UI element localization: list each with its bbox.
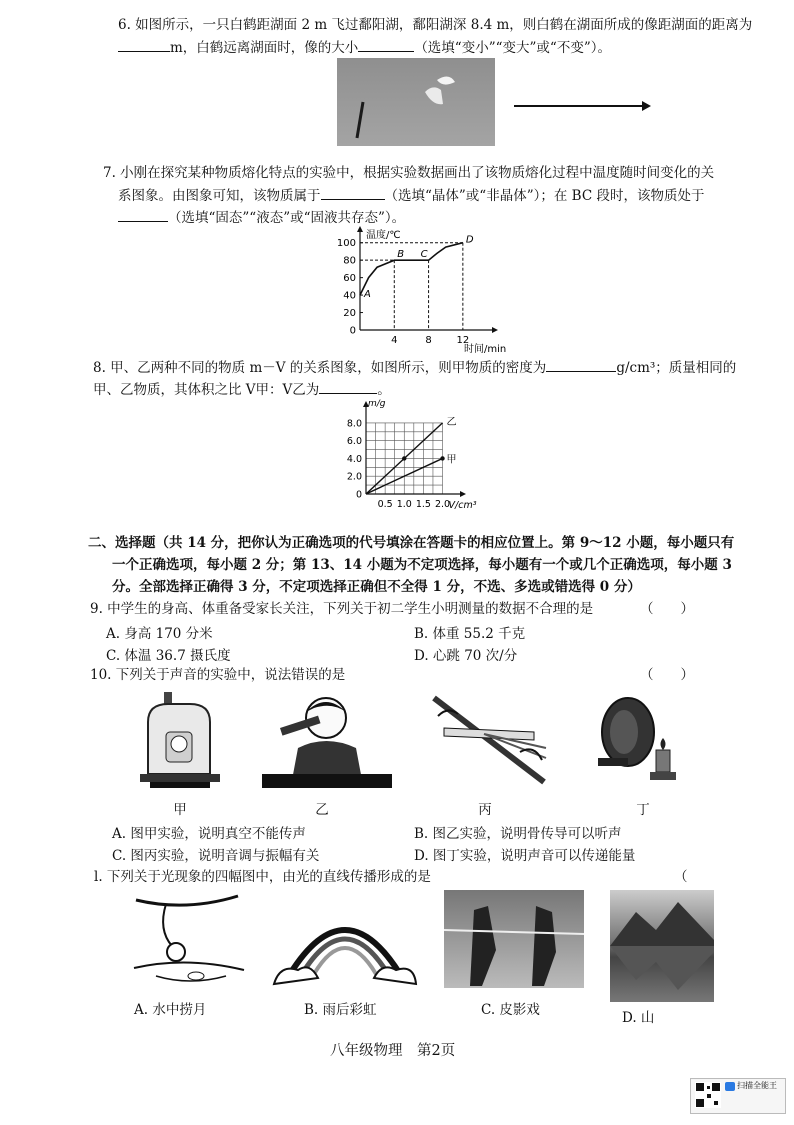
- q8-line1-text: 8. 甲、乙两种不同的物质 m－V 的关系图象，如图所示，则甲物质的密度为: [93, 360, 547, 376]
- q7-blank-1[interactable]: [321, 186, 385, 200]
- y-tick-label: 40: [343, 290, 356, 302]
- q10-figure-label-jia: 甲: [173, 802, 187, 818]
- q8-line1-tail: g/cm³；质量相同的: [616, 360, 737, 376]
- q11-answer-paren[interactable]: （: [674, 869, 688, 885]
- q6-blank-2[interactable]: [358, 38, 414, 52]
- x-tick-label: 12: [456, 335, 470, 346]
- scanner-logo-icon: [725, 1082, 735, 1091]
- q8-line1: [93, 358, 736, 377]
- shadow-play-photo: [444, 890, 584, 988]
- y-tick-label: 8.0: [346, 418, 362, 430]
- x-tick-label: 1.5: [415, 499, 431, 510]
- q7-line1: 7. 小刚在探究某种物质熔化特点的实验中，根据实验数据画出了该物质熔化过程中温度随时间变化的关: [103, 165, 715, 181]
- section2-line3: 分。全部选择正确得 3 分，不定项选择正确但不全得 1 分，不选、多选或错选得 0 分）: [112, 579, 641, 595]
- q9-option-b[interactable]: B. 体重 55.2 千克: [414, 626, 526, 642]
- y-axis-label: 温度/℃: [366, 230, 401, 241]
- q10-figure-label-yi: 乙: [315, 802, 329, 818]
- series-label: 乙: [446, 416, 457, 428]
- q10-answer-paren[interactable]: （ ）: [640, 667, 694, 683]
- y-tick-label: 20: [343, 308, 356, 320]
- q7-line2-text: 系图象。由图象可知，该物质属于: [118, 188, 321, 204]
- q8-line2-tail: 。: [377, 382, 391, 398]
- point-label: D: [465, 234, 474, 246]
- q9-option-d[interactable]: D. 心跳 70 次/分: [414, 648, 518, 664]
- x-axis-label: V/cm³: [448, 500, 477, 511]
- q6-line2: [118, 38, 611, 57]
- point-label: A: [364, 289, 371, 301]
- section2-line2: 一个正确选项，每小题 2 分；第 13、14 小题为不定项选择，每小题有一个或几个正确选项，每小题 3: [112, 557, 732, 573]
- q10-figure-label-bing: 丙: [478, 802, 492, 818]
- crane-photo-art: [337, 58, 495, 146]
- shadow-play-photo-art: [444, 890, 584, 988]
- point-label: B: [397, 249, 405, 261]
- y-axis-arrow: [357, 226, 363, 232]
- q11-option-c[interactable]: C. 皮影戏: [481, 1002, 540, 1018]
- q6-blank-1[interactable]: [118, 38, 170, 52]
- y-tick-label: 2.0: [346, 471, 362, 483]
- y-tick-label: 0: [349, 325, 356, 337]
- x-axis-arrow: [460, 491, 466, 497]
- monkeys-moon-figure: [126, 890, 250, 990]
- q10-option-a[interactable]: A. 图甲实验，说明真空不能传声: [112, 826, 306, 842]
- mass-volume-chart: [340, 398, 500, 526]
- series-label: 甲: [446, 454, 457, 466]
- point-label: C: [420, 249, 428, 261]
- y-tick-label: 80: [343, 255, 356, 267]
- q10-option-b[interactable]: B. 图乙实验，说明骨传导可以听声: [414, 826, 622, 842]
- flight-direction-arrow: [512, 98, 652, 114]
- q11-option-a[interactable]: A. 水中捞月: [134, 1002, 207, 1018]
- bone-conduction-figure: [262, 688, 392, 792]
- y-tick-label: 100: [336, 238, 356, 250]
- melting-chart: [330, 226, 520, 354]
- q9-answer-paren[interactable]: （ ）: [640, 601, 694, 617]
- qr-code-icon: [695, 1082, 721, 1108]
- x-tick-label: 2.0: [434, 499, 451, 510]
- x-tick-label: 0.5: [377, 499, 393, 510]
- q8-blank-2[interactable]: [319, 380, 377, 394]
- speaker-candle-figure: [590, 688, 700, 792]
- q6-line2-tail: （选填“变小”“变大”或“不变”）。: [414, 40, 611, 56]
- q7-line2: [118, 186, 704, 205]
- q10-option-c[interactable]: C. 图丙实验，说明音调与振幅有关: [112, 848, 320, 864]
- q9-stem: 9. 中学生的身高、体重备受家长关注，下列关于初二学生小明测量的数据不合理的是: [90, 601, 594, 617]
- crane-photo: [337, 58, 495, 146]
- q10-figure-label-ding: 丁: [636, 802, 650, 818]
- data-point: [402, 456, 406, 460]
- q10-stem: 10. 下列关于声音的实验中，说法错误的是: [90, 667, 346, 683]
- q7-line2-tail: （选填“晶体”或“非晶体”）；在 BC 段时，该物质处于: [384, 188, 705, 204]
- q7-line3: [118, 208, 405, 227]
- x-axis-arrow: [492, 327, 498, 333]
- q10-option-d[interactable]: D. 图丁实验，说明声音可以传递能量: [414, 848, 636, 864]
- q11-option-d[interactable]: D. 山: [622, 1010, 655, 1026]
- y-tick-label: 0: [355, 489, 362, 501]
- q6-line2-text: m，白鹤远离湖面时，像的大小: [170, 40, 359, 56]
- page-footer: 八年级物理 第2页: [330, 1043, 456, 1059]
- data-point: [440, 456, 444, 460]
- watermark-text: 扫描全能王: [737, 1081, 777, 1090]
- q7-blank-2[interactable]: [118, 208, 168, 222]
- y-tick-label: 60: [343, 273, 356, 285]
- temperature-curve: [360, 243, 463, 295]
- mountain-reflection-photo: [610, 890, 714, 1002]
- y-tick-label: 6.0: [346, 436, 362, 448]
- q11-option-b[interactable]: B. 雨后彩虹: [304, 1002, 377, 1018]
- bell-jar-figure: [138, 688, 228, 792]
- ruler-vibration-figure: [424, 688, 554, 792]
- y-axis-label: m/g: [368, 399, 386, 409]
- y-tick-label: 4.0: [346, 453, 362, 465]
- scanner-watermark: [690, 1078, 786, 1114]
- q6-line1: 6. 如图所示，一只白鹤距湖面 2 m 飞过鄱阳湖，鄱阳湖深 8.4 m，则白鹤在湖面所成的像距湖面的距离为: [118, 17, 753, 33]
- x-tick-label: 8: [425, 335, 432, 346]
- q9-option-c[interactable]: C. 体温 36.7 摄氏度: [106, 648, 231, 664]
- rainbow-figure: [270, 890, 420, 990]
- q9-option-a[interactable]: A. 身高 170 分米: [106, 626, 213, 642]
- x-tick-label: 1.0: [396, 499, 412, 510]
- q11-stem: l. 下列关于光现象的四幅图中，由光的直线传播形成的是: [94, 869, 431, 885]
- q8-line2-text: 甲、乙物质，其体积之比 V甲：V乙为: [93, 382, 320, 398]
- x-axis-label: 时间/min: [464, 344, 507, 354]
- mountain-reflection-photo-art: [610, 890, 714, 1002]
- q8-line2: [93, 380, 391, 399]
- section2-line1: 二、选择题（共 14 分，把你认为正确选项的代号填涂在答题卡的相应位置上。第 9～12 小题，每小题只有: [88, 535, 735, 551]
- q7-line3-text: （选填“固态”“液态”或“固液共存态”）。: [168, 210, 406, 226]
- x-tick-label: 4: [391, 335, 398, 346]
- q8-blank-1[interactable]: [546, 358, 616, 372]
